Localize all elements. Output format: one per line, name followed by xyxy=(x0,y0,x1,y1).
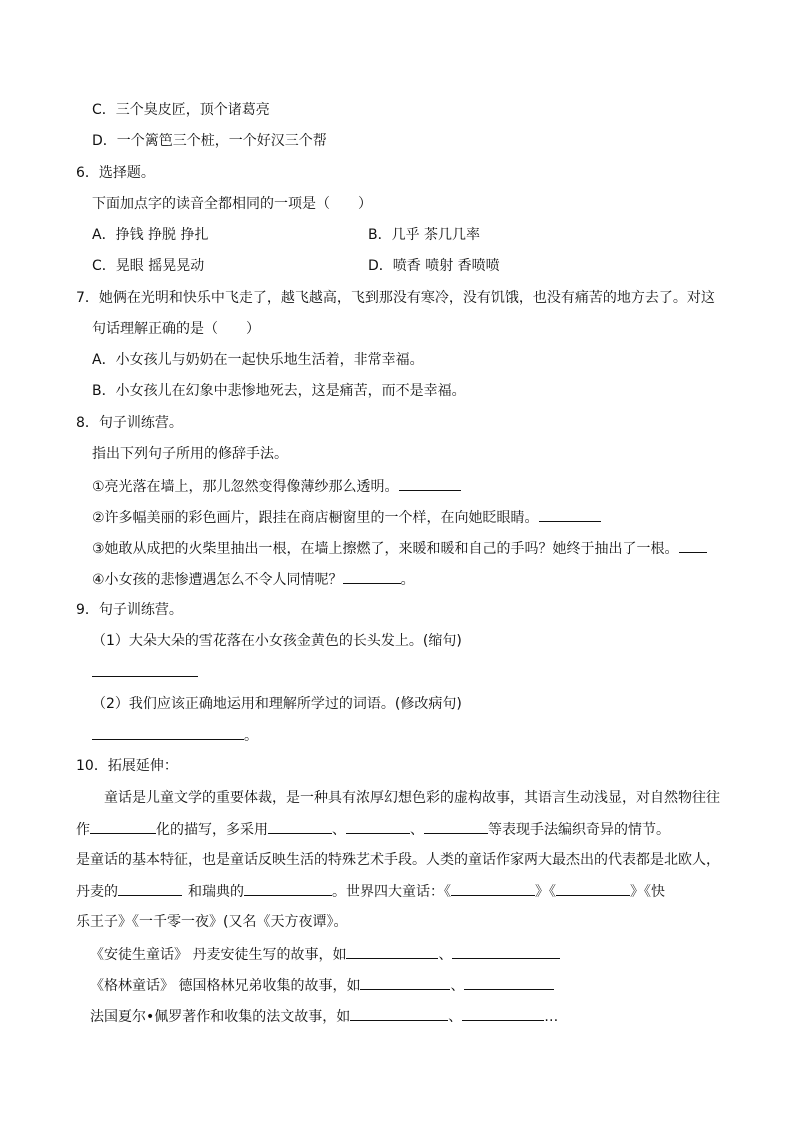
q10-line-2-text-a: 作 xyxy=(76,822,90,838)
answer-blank[interactable] xyxy=(92,725,244,740)
q8-sentence-4-end: 。 xyxy=(400,572,415,588)
q10-line-6-sep: 、 xyxy=(438,947,453,963)
q5-option-d: D．一个篱笆三个桩，一个好汉三个帮 xyxy=(92,133,327,149)
answer-blank[interactable] xyxy=(464,975,554,990)
q10-line-7 xyxy=(90,975,554,996)
answer-blank[interactable] xyxy=(360,975,450,990)
q10-line-8-ellipsis: … xyxy=(544,1009,559,1025)
q8-sentence-2-text: ②许多幅美丽的彩色画片，跟挂在商店橱窗里的一个样，在向她眨眼睛。 xyxy=(92,510,539,526)
q7-stem-line2: 句话理解正确的是（ ） xyxy=(92,321,260,337)
answer-blank[interactable] xyxy=(118,881,182,896)
q6-title: 6．选择题。 xyxy=(76,165,155,181)
answer-blank[interactable] xyxy=(350,1006,448,1021)
answer-blank[interactable] xyxy=(268,819,332,834)
answer-blank[interactable] xyxy=(92,662,198,677)
q6-stem: 下面加点字的读音全都相同的一项是（ ） xyxy=(92,196,372,212)
answer-blank[interactable] xyxy=(556,881,630,896)
q10-line-8-text: 法国夏尔•佩罗著作和收集的法文故事，如 xyxy=(90,1009,351,1025)
answer-blank[interactable] xyxy=(399,476,461,491)
q8-sentence-4-text: ④小女孩的悲惨遭遇怎么不令人同情呢？ xyxy=(92,572,343,588)
q10-line-4-text-d: 》《 xyxy=(535,884,556,900)
q10-line-2-sep-2: 、 xyxy=(410,822,424,838)
q10-line-5: 乐王子》《一千零一夜》(又名《天方夜谭》。 xyxy=(76,914,348,930)
answer-blank[interactable] xyxy=(679,538,707,553)
q10-line-2-text-e: 等表现手法编织奇异的情节。 xyxy=(488,822,670,838)
q9-part-1: （1）大朵大朵的雪花落在小女孩金黄色的长头发上。(缩句) xyxy=(92,633,462,649)
q7-option-b: B．小女孩儿在幻象中悲惨地死去，这是痛苦，而不是幸福。 xyxy=(92,383,466,399)
q10-line-4 xyxy=(76,881,665,902)
q8-sentence-1 xyxy=(92,476,461,497)
q6-option-a: A．挣钱 挣脱 挣扎 xyxy=(92,227,209,243)
q10-line-2-text-b: 化的描写，多采用 xyxy=(156,822,268,838)
answer-blank[interactable] xyxy=(343,569,401,584)
q10-line-4-text-e: 》《快 xyxy=(630,884,665,900)
answer-blank[interactable] xyxy=(346,819,410,834)
q8-sentence-2 xyxy=(92,507,601,528)
answer-blank[interactable] xyxy=(346,944,438,959)
answer-blank[interactable] xyxy=(90,819,156,834)
q10-line-6 xyxy=(90,944,560,965)
q7-option-a: A．小女孩儿与奶奶在一起快乐地生活着，非常幸福。 xyxy=(92,352,424,368)
q5-option-c: C．三个臭皮匠，顶个诸葛亮 xyxy=(92,102,270,118)
q8-title: 8．句子训练营。 xyxy=(76,415,183,431)
q10-line-4-text-c: 。世界四大童话：《 xyxy=(332,884,451,900)
q7-stem-line1: 7．她俩在光明和快乐中飞走了，越飞越高，飞到那没有寒冷，没有饥饿，也没有痛苦的地方去了。对这 xyxy=(76,290,715,306)
q10-line-1: 童话是儿童文学的重要体裁，是一种具有浓厚幻想色彩的虚构故事，其语言生动浅显，对自然物往往 xyxy=(104,790,720,806)
q10-line-7-sep: 、 xyxy=(450,978,465,994)
q10-line-4-text-b: 和瑞典的 xyxy=(188,884,244,900)
q10-line-2 xyxy=(76,819,670,840)
q10-title: 10．拓展延伸： xyxy=(76,758,178,774)
q8-sentence-4 xyxy=(92,569,415,590)
q10-line-8 xyxy=(90,1006,558,1027)
q10-line-8-sep: 、 xyxy=(448,1009,463,1025)
answer-blank[interactable] xyxy=(462,1006,544,1021)
q10-line-7-text: 《格林童话》 德国格林兄弟收集的故事，如 xyxy=(90,978,361,994)
q9-part-2-end: 。 xyxy=(244,728,258,744)
q10-line-4-text-a: 丹麦的 xyxy=(76,884,118,900)
q10-line-3: 是童话的基本特征，也是童话反映生活的特殊艺术手段。人类的童话作家两大最杰出的代表都是北欧人， xyxy=(76,852,720,868)
q8-sentence-3 xyxy=(92,538,707,559)
q10-line-2-sep-1: 、 xyxy=(332,822,346,838)
q8-sentence-3-text: ③她敢从成把的火柴里抽出一根，在墙上擦燃了，来暖和暖和自己的手吗？她终于抽出了一根。 xyxy=(92,541,679,557)
q10-line-6-text: 《安徒生童话》 丹麦安徒生写的故事，如 xyxy=(90,947,347,963)
answer-blank[interactable] xyxy=(451,881,535,896)
q9-part-2: （2）我们应该正确地运用和理解所学过的词语。(修改病句) xyxy=(92,696,462,712)
answer-blank[interactable] xyxy=(539,507,601,522)
q8-sentence-1-text: ①亮光落在墙上，那儿忽然变得像薄纱那么透明。 xyxy=(92,479,399,495)
q8-stem: 指出下列句子所用的修辞手法。 xyxy=(92,446,288,462)
q6-option-c: C．晃眼 摇晃晃动 xyxy=(92,258,205,274)
q6-option-b: B．几乎 茶几几率 xyxy=(368,227,481,243)
answer-blank[interactable] xyxy=(244,881,332,896)
q9-part-1-answer xyxy=(92,662,198,683)
q9-title: 9．句子训练营。 xyxy=(76,602,183,618)
q9-part-2-answer xyxy=(92,725,258,746)
answer-blank[interactable] xyxy=(424,819,488,834)
q6-option-d: D．喷香 喷射 香喷喷 xyxy=(368,258,500,274)
answer-blank[interactable] xyxy=(452,944,560,959)
